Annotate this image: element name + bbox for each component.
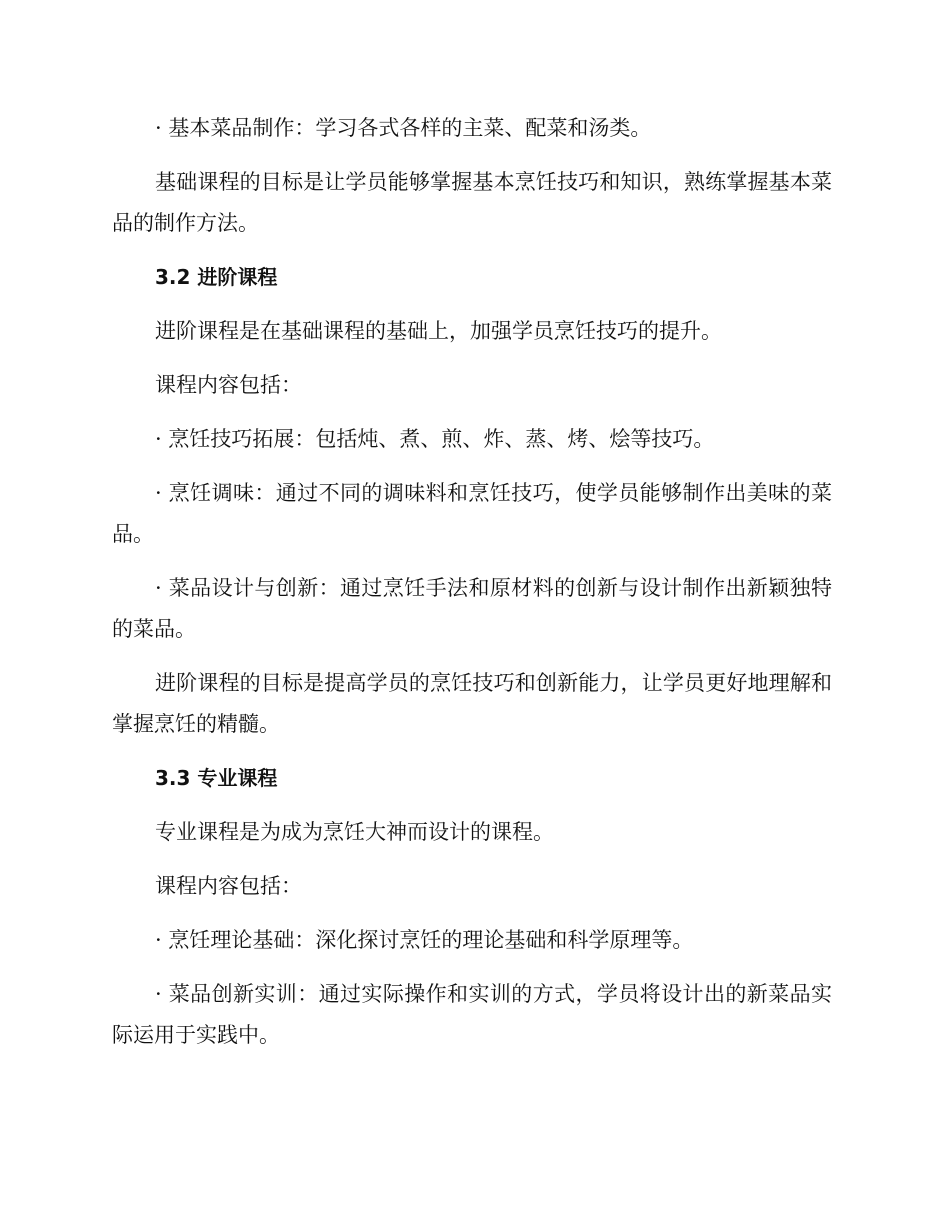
course-content-label: 课程内容包括： [155,373,302,397]
professional-course-intro-paragraph: 专业课程是为成为烹饪大神而设计的课程。 [155,820,554,844]
bullet-seasoning: · 烹饪调味：通过不同的调味料和烹饪技巧，使学员能够制作出美味的菜品。 [112,481,832,546]
section-heading-advanced-course: 3.2 进阶课程 [155,265,278,289]
section-heading-professional-course: 3.3 专业课程 [155,766,278,790]
document-body [112,108,832,1069]
bullet-basic-dishes: · 基本菜品制作：学习各式各样的主菜、配菜和汤类。 [155,116,652,140]
bullet-cooking-techniques: · 烹饪技巧拓展：包括炖、煮、煎、炸、蒸、烤、烩等技巧。 [155,427,715,451]
course-content-label-2: 课程内容包括： [155,874,302,898]
advanced-course-goal-paragraph: 进阶课程的目标是提高学员的烹饪技巧和创新能力，让学员更好地理解和掌握烹饪的精髓。 [112,671,832,736]
bullet-cooking-theory: · 烹饪理论基础：深化探讨烹饪的理论基础和科学原理等。 [155,928,694,952]
basic-course-goal-paragraph: 基础课程的目标是让学员能够掌握基本烹饪技巧和知识，熟练掌握基本菜品的制作方法。 [112,170,832,235]
advanced-course-intro-paragraph: 进阶课程是在基础课程的基础上，加强学员烹饪技巧的提升。 [155,319,722,343]
bullet-dish-innovation-training: · 菜品创新实训：通过实际操作和实训的方式，学员将设计出的新菜品实际运用于实践中。 [112,982,832,1047]
bullet-dish-design: · 菜品设计与创新：通过烹饪手法和原材料的创新与设计制作出新颖独特的菜品。 [112,576,832,641]
